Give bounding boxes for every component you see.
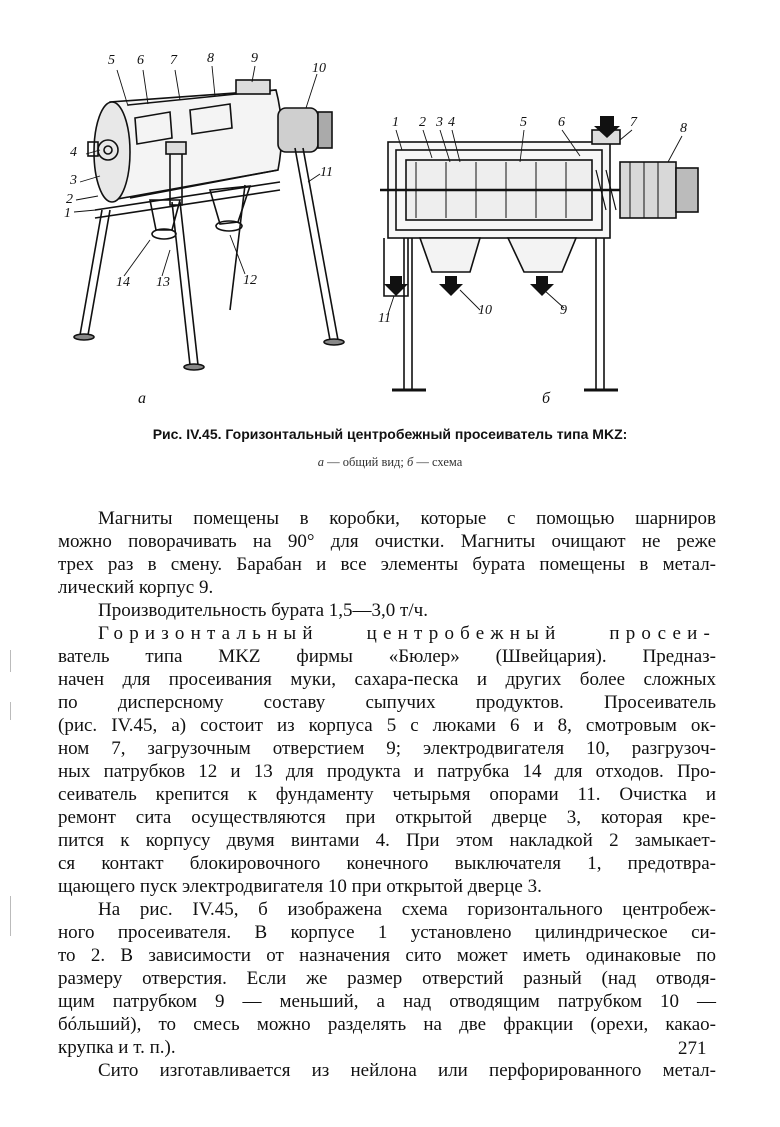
text-line: можно поворачивать на 90° для очистки. Магниты очищают не реже	[58, 531, 716, 552]
text-line: лический корпус 9.	[58, 577, 214, 598]
legend-text-a: — общий вид;	[323, 455, 407, 469]
callout-a-12: 12	[243, 273, 257, 288]
callout-b-6: 6	[558, 115, 565, 130]
text-line: трех раз в смену. Барабан и все элементы бурата помещены в метал-	[58, 554, 716, 575]
general-view-drawing	[74, 80, 344, 370]
legend-letter-a: а	[317, 455, 324, 469]
callout-b-10: 10	[478, 303, 492, 318]
callout-b-1: 1	[392, 115, 399, 130]
callout-b-5: 5	[520, 115, 527, 130]
text-line: то 2. В зависимости от назначения сито может иметь одинаковые по	[58, 945, 716, 966]
text-line: Сито изготавливается из нейлона или перфорированного метал-	[98, 1060, 716, 1081]
subfigure-label-a: а	[138, 390, 146, 407]
machine-drawings	[40, 50, 740, 420]
page-number: 271	[678, 1038, 707, 1059]
text-line: по дисперсному составу сыпучих продуктов. Просеиватель	[58, 692, 716, 713]
callout-a-6: 6	[137, 53, 144, 68]
text-line: (рис. IV.45, а) состоит из корпуса 5 с люками 6 и 8, смотровым ок-	[58, 715, 716, 736]
callout-a-4: 4	[70, 145, 77, 160]
body-text	[58, 507, 716, 1082]
callout-a-1: 1	[64, 206, 71, 221]
text-line: пится к корпусу двумя винтами 4. При этом накладкой 2 замыкает-	[58, 830, 716, 851]
text-line: Горизонтальный центробежный просеи-	[98, 623, 716, 644]
text-line: На рис. IV.45, б изображена схема горизонтального центробеж-	[98, 899, 716, 920]
text-line: ся контакт блокировочного конечного выключателя 1, предотвра-	[58, 853, 716, 874]
callout-a-9: 9	[251, 51, 258, 66]
callout-a-8: 8	[207, 51, 214, 66]
text-line: начен для просеивания муки, сахара-песка и других более сложных	[58, 669, 716, 690]
figure-iv45	[40, 50, 740, 420]
text-line: крупка и т. п.).	[58, 1037, 176, 1058]
callout-b-8: 8	[680, 121, 687, 136]
text-line: ватель типа MKZ фирмы «Бюлер» (Швейцария). Предназ-	[58, 646, 716, 667]
callout-b-4: 4	[448, 115, 455, 130]
callout-a-11: 11	[320, 165, 333, 180]
callout-a-14: 14	[116, 275, 130, 290]
text-line: ного просеивателя. В корпусе 1 установлено цилиндрическое си-	[58, 922, 716, 943]
text-line: Производительность бурата 1,5—3,0 т/ч.	[98, 600, 428, 621]
text-line: размеру отверстия. Если же размер отверстий разный (над отводя-	[58, 968, 716, 989]
margin-mark	[10, 702, 11, 720]
callout-a-7: 7	[170, 53, 177, 68]
callout-a-10: 10	[312, 61, 326, 76]
text-line: Магниты помещены в коробки, которые с помощью шарниров	[98, 508, 716, 529]
callout-b-7: 7	[630, 115, 637, 130]
figure-caption-legend	[0, 455, 780, 470]
text-line: щим патрубком 9 — меньший, а над отводящим патрубком 10 —	[58, 991, 716, 1012]
figure-caption-title: Рис. IV.45. Горизонтальный центробежный просеиватель типа MKZ:	[152, 426, 628, 442]
margin-mark	[10, 650, 11, 672]
text-line: щающего пуск электродвигателя 10 при открытой дверце 3.	[58, 876, 542, 897]
callout-a-5: 5	[108, 53, 115, 68]
legend-letter-b: б	[407, 455, 414, 469]
callout-b-11: 11	[378, 311, 391, 326]
callout-a-13: 13	[156, 275, 170, 290]
text-line: сеиватель крепится к фундаменту четырьмя опорами 11. Очистка и	[58, 784, 716, 805]
schematic-drawing	[380, 130, 698, 390]
subfigure-label-b: б	[542, 390, 551, 407]
text-line: ных патрубков 12 и 13 для продукта и патрубка 14 для отходов. Про-	[58, 761, 716, 782]
text-line: бóльший), то смесь можно разделять на две фракции (орехи, какао-	[58, 1014, 716, 1035]
callout-b-2: 2	[419, 115, 426, 130]
callout-b-3: 3	[436, 115, 443, 130]
text-line: ремонт сита осуществляются при открытой дверце 3, которая кре-	[58, 807, 716, 828]
callout-b-9: 9	[560, 303, 567, 318]
callout-a-3: 3	[70, 173, 77, 188]
text-line: ном 7, загрузочным отверстием 9; электродвигателя 10, разгрузоч-	[58, 738, 716, 759]
callout-a-2: 2	[66, 192, 73, 207]
legend-text-b: — схема	[413, 455, 463, 469]
margin-mark	[10, 896, 11, 936]
